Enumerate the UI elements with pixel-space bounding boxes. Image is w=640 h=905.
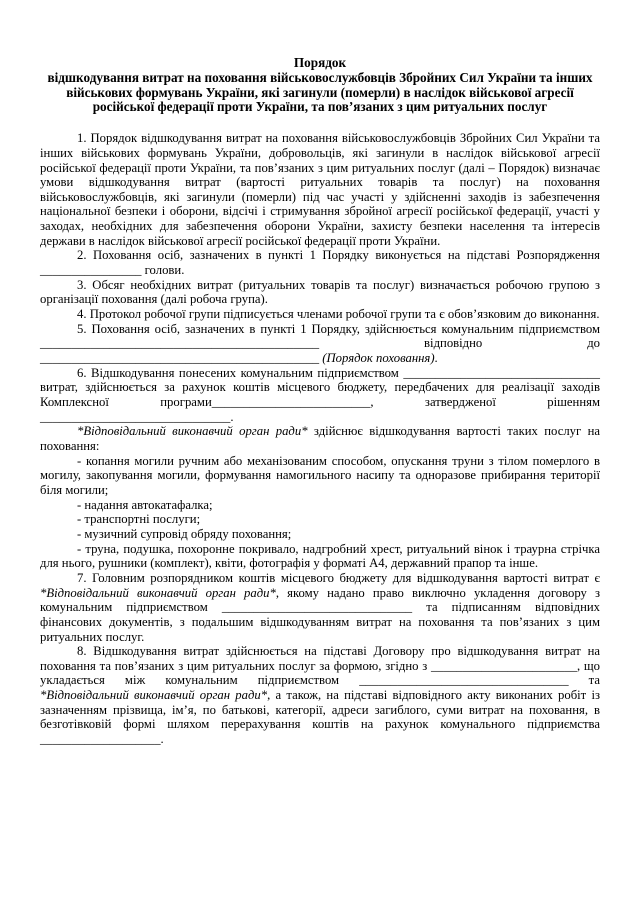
text-run: , а також, на підставі відповідного акту виконаних робіт із зазначенням прізвища, ім’я, по батькові, категорії, адреси загиблого, суми витрат на поховання, в безготівковій формі шляхом перерахування коштів на рахунок комунального підприємства ___________________. — [40, 688, 600, 747]
document-body — [40, 131, 600, 747]
text-run: 8. Відшкодування витрат здійснюється на підставі Договору про відшкодування витрат на поховання та пов’язаних з цим ритуальних послуг за формою, згідно з _______________________, що укладається між комунальним підприємством _________________________________ та — [40, 644, 600, 688]
document-paragraph — [40, 512, 600, 527]
italic-text-run: *Відповідальний виконавчий орган ради* — [40, 585, 276, 600]
text-run: - транспортні послуги; — [77, 512, 201, 527]
italic-text-run: *Відповідальний виконавчий орган ради* — [77, 424, 308, 439]
document-paragraph — [40, 527, 600, 542]
text-run: 3. Обсяг необхідних витрат (ритуальних товарів та послуг) визначається робочою групою з організації поховання (далі робоча група). — [40, 277, 600, 307]
text-run: 1. Порядок відшкодування витрат на поховання військовослужбовців Збройних Сил України та інших військових формувань України, добровольців, які загинули в наслідок військової агресії російської федерації проти України, та пов’язаних з цим ритуальних послуг (далі – Порядок) визначає умови відшкодування витрат (вартості ритуальних товарів та послуг) на поховання військовослужбовців, які загинули (померли) під час участі у здійсненні заходів із забезпечення національної безпеки і оборони, відсічі і стримування збройної агресії російської федерації, участі у заходах, необхідних для забезпечення оборони України, захисту безпеки населення та інтересів держави в наслідок військової агресії російської федерації проти України. — [40, 131, 600, 248]
document-paragraph — [40, 542, 600, 571]
document-paragraph — [40, 307, 600, 322]
document-paragraph — [40, 278, 600, 307]
document-paragraph — [40, 248, 600, 277]
document-paragraph — [40, 322, 600, 366]
text-run: 5. Поховання осіб, зазначених в пункті 1 Порядку, здійснюється комунальним підприємством ____________________________________________ відповідно до ____________________________________________ — [40, 321, 600, 366]
text-run: 4. Протокол робочої групи підписується членами робочої групи та є обов’язковим до виконання. — [77, 307, 600, 322]
italic-text-run: *Відповідальний виконавчий орган ради* — [40, 688, 268, 703]
text-run: - труна, подушка, похоронне покривало, надгробний хрест, ритуальний вінок і траурна стрічка для нього, рушники (комплект), квіти, фотографія у форматі А4, державний прапор та інше. — [40, 541, 600, 571]
text-run: здійснює відшкодування вартості таких послуг на поховання: — [40, 424, 601, 453]
text-run: 6. Відшкодування понесених комунальним підприємством _______________________________ витрат, здійснюється за рахунок коштів місцевого бюджету, передбачених для реалізації заходів Комплексної програми_________________________, затвердженої рішенням ______________________________. — [40, 365, 600, 424]
document-paragraph — [40, 454, 600, 498]
text-run: 2. Поховання осіб, зазначених в пункті 1 Порядку виконується на підставі Розпорядження ________________ голови. — [40, 248, 600, 278]
text-run: - музичний супровід обряду поховання; — [77, 526, 292, 541]
document-paragraph — [40, 644, 600, 747]
document-title — [40, 56, 600, 115]
text-run: - надання автокатафалка; — [77, 497, 213, 512]
document-paragraph — [40, 571, 600, 644]
text-run: . — [434, 351, 438, 366]
document-paragraph — [40, 366, 600, 425]
document-paragraph — [40, 424, 600, 453]
title-subheading: відшкодування витрат на поховання військовослужбовців Збройних Сил України та інших військових формувань України, які загинули (померли) в наслідок військової агресії російської федерації проти України, та пов’язаних з цим ритуальних послуг — [47, 69, 593, 115]
text-run: , якому надано право виключно укладення договору з комунальним підприємством ______________________________ та підписанням відповідних фінансових документів, з подальшим відшкодуванням витрат на поховання та пов’язаних з цим ритуальних послуг. — [40, 585, 601, 644]
text-run: - копання могили ручним або механізованим способом, опускання труни з тілом померлого в могилу, закопування могили, формування намогильного насипу та одноразове прибирання території біля могили; — [40, 453, 600, 497]
italic-text-run: (Порядок поховання) — [322, 351, 435, 366]
title-heading: Порядок — [293, 55, 347, 70]
document-paragraph — [40, 131, 600, 248]
text-run: 7. Головним розпорядником коштів місцевого бюджету для відшкодування вартості витрат є — [77, 570, 600, 585]
document-paragraph — [40, 498, 600, 513]
